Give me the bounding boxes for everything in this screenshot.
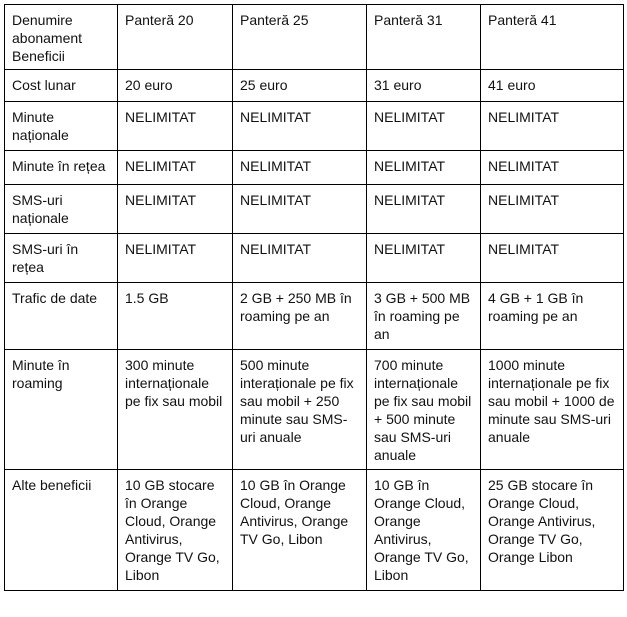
row-label-cell: Trafic de date xyxy=(5,283,118,350)
row-label-cell: SMS-uri în rețea xyxy=(5,234,118,283)
table-row xyxy=(5,234,624,283)
value-cell: 300 minute internaționale pe fix sau mobil xyxy=(118,350,233,470)
value-cell: 25 GB stocare în Orange Cloud, Orange Antivirus, Orange TV Go, Orange Libon xyxy=(481,470,624,591)
value-cell: NELIMITAT xyxy=(481,151,624,185)
value-cell: 500 minute interaționale pe fix sau mobil + 250 minute sau SMS-uri anuale xyxy=(233,350,367,470)
plan-name-cell: Panteră 25 xyxy=(233,5,367,70)
row-label-cell: Minute în roaming xyxy=(5,350,118,470)
value-cell: 10 GB stocare în Orange Cloud, Orange Antivirus, Orange TV Go, Libon xyxy=(118,470,233,591)
plan-name-cell: Panteră 31 xyxy=(367,5,481,70)
value-cell: NELIMITAT xyxy=(233,151,367,185)
row-label-cell: Cost lunar xyxy=(5,70,118,102)
value-cell: 2 GB + 250 MB în roaming pe an xyxy=(233,283,367,350)
value-cell: NELIMITAT xyxy=(367,102,481,151)
value-cell: 31 euro xyxy=(367,70,481,102)
value-cell: 10 GB în Orange Cloud, Orange Antivirus, Orange TV Go, Libon xyxy=(233,470,367,591)
row-label-cell: Alte beneficii xyxy=(5,470,118,591)
header-label-cell: Denumire abonament Beneficii xyxy=(5,5,118,70)
value-cell: 1.5 GB xyxy=(118,283,233,350)
row-label-cell: Minute în rețea xyxy=(5,151,118,185)
table-row xyxy=(5,70,624,102)
row-label-cell: Minute naționale xyxy=(5,102,118,151)
table-row xyxy=(5,185,624,234)
value-cell: 700 minute internaționale pe fix sau mobil + 500 minute sau SMS-uri anuale xyxy=(367,350,481,470)
value-cell: NELIMITAT xyxy=(233,102,367,151)
value-cell: NELIMITAT xyxy=(481,234,624,283)
value-cell: 3 GB + 500 MB în roaming pe an xyxy=(367,283,481,350)
value-cell: NELIMITAT xyxy=(118,102,233,151)
plan-name-cell: Panteră 20 xyxy=(118,5,233,70)
table-row xyxy=(5,470,624,591)
value-cell: NELIMITAT xyxy=(118,234,233,283)
value-cell: NELIMITAT xyxy=(233,185,367,234)
value-cell: 4 GB + 1 GB în roaming pe an xyxy=(481,283,624,350)
value-cell: NELIMITAT xyxy=(481,102,624,151)
value-cell: NELIMITAT xyxy=(118,185,233,234)
value-cell: 41 euro xyxy=(481,70,624,102)
row-label-cell: SMS-uri naționale xyxy=(5,185,118,234)
plan-name-cell: Panteră 41 xyxy=(481,5,624,70)
value-cell: 20 euro xyxy=(118,70,233,102)
value-cell: NELIMITAT xyxy=(367,151,481,185)
value-cell: 25 euro xyxy=(233,70,367,102)
table-row xyxy=(5,102,624,151)
plans-comparison xyxy=(4,4,624,591)
header-row xyxy=(5,5,624,70)
table-row xyxy=(5,283,624,350)
value-cell: NELIMITAT xyxy=(367,185,481,234)
value-cell: 10 GB în Orange Cloud, Orange Antivirus, Orange TV Go, Libon xyxy=(367,470,481,591)
plans-table xyxy=(4,4,624,591)
table-row xyxy=(5,151,624,185)
value-cell: NELIMITAT xyxy=(481,185,624,234)
value-cell: NELIMITAT xyxy=(233,234,367,283)
table-row xyxy=(5,350,624,470)
value-cell: NELIMITAT xyxy=(367,234,481,283)
value-cell: 1000 minute internaționale pe fix sau mobil + 1000 de minute sau SMS-uri anuale xyxy=(481,350,624,470)
value-cell: NELIMITAT xyxy=(118,151,233,185)
